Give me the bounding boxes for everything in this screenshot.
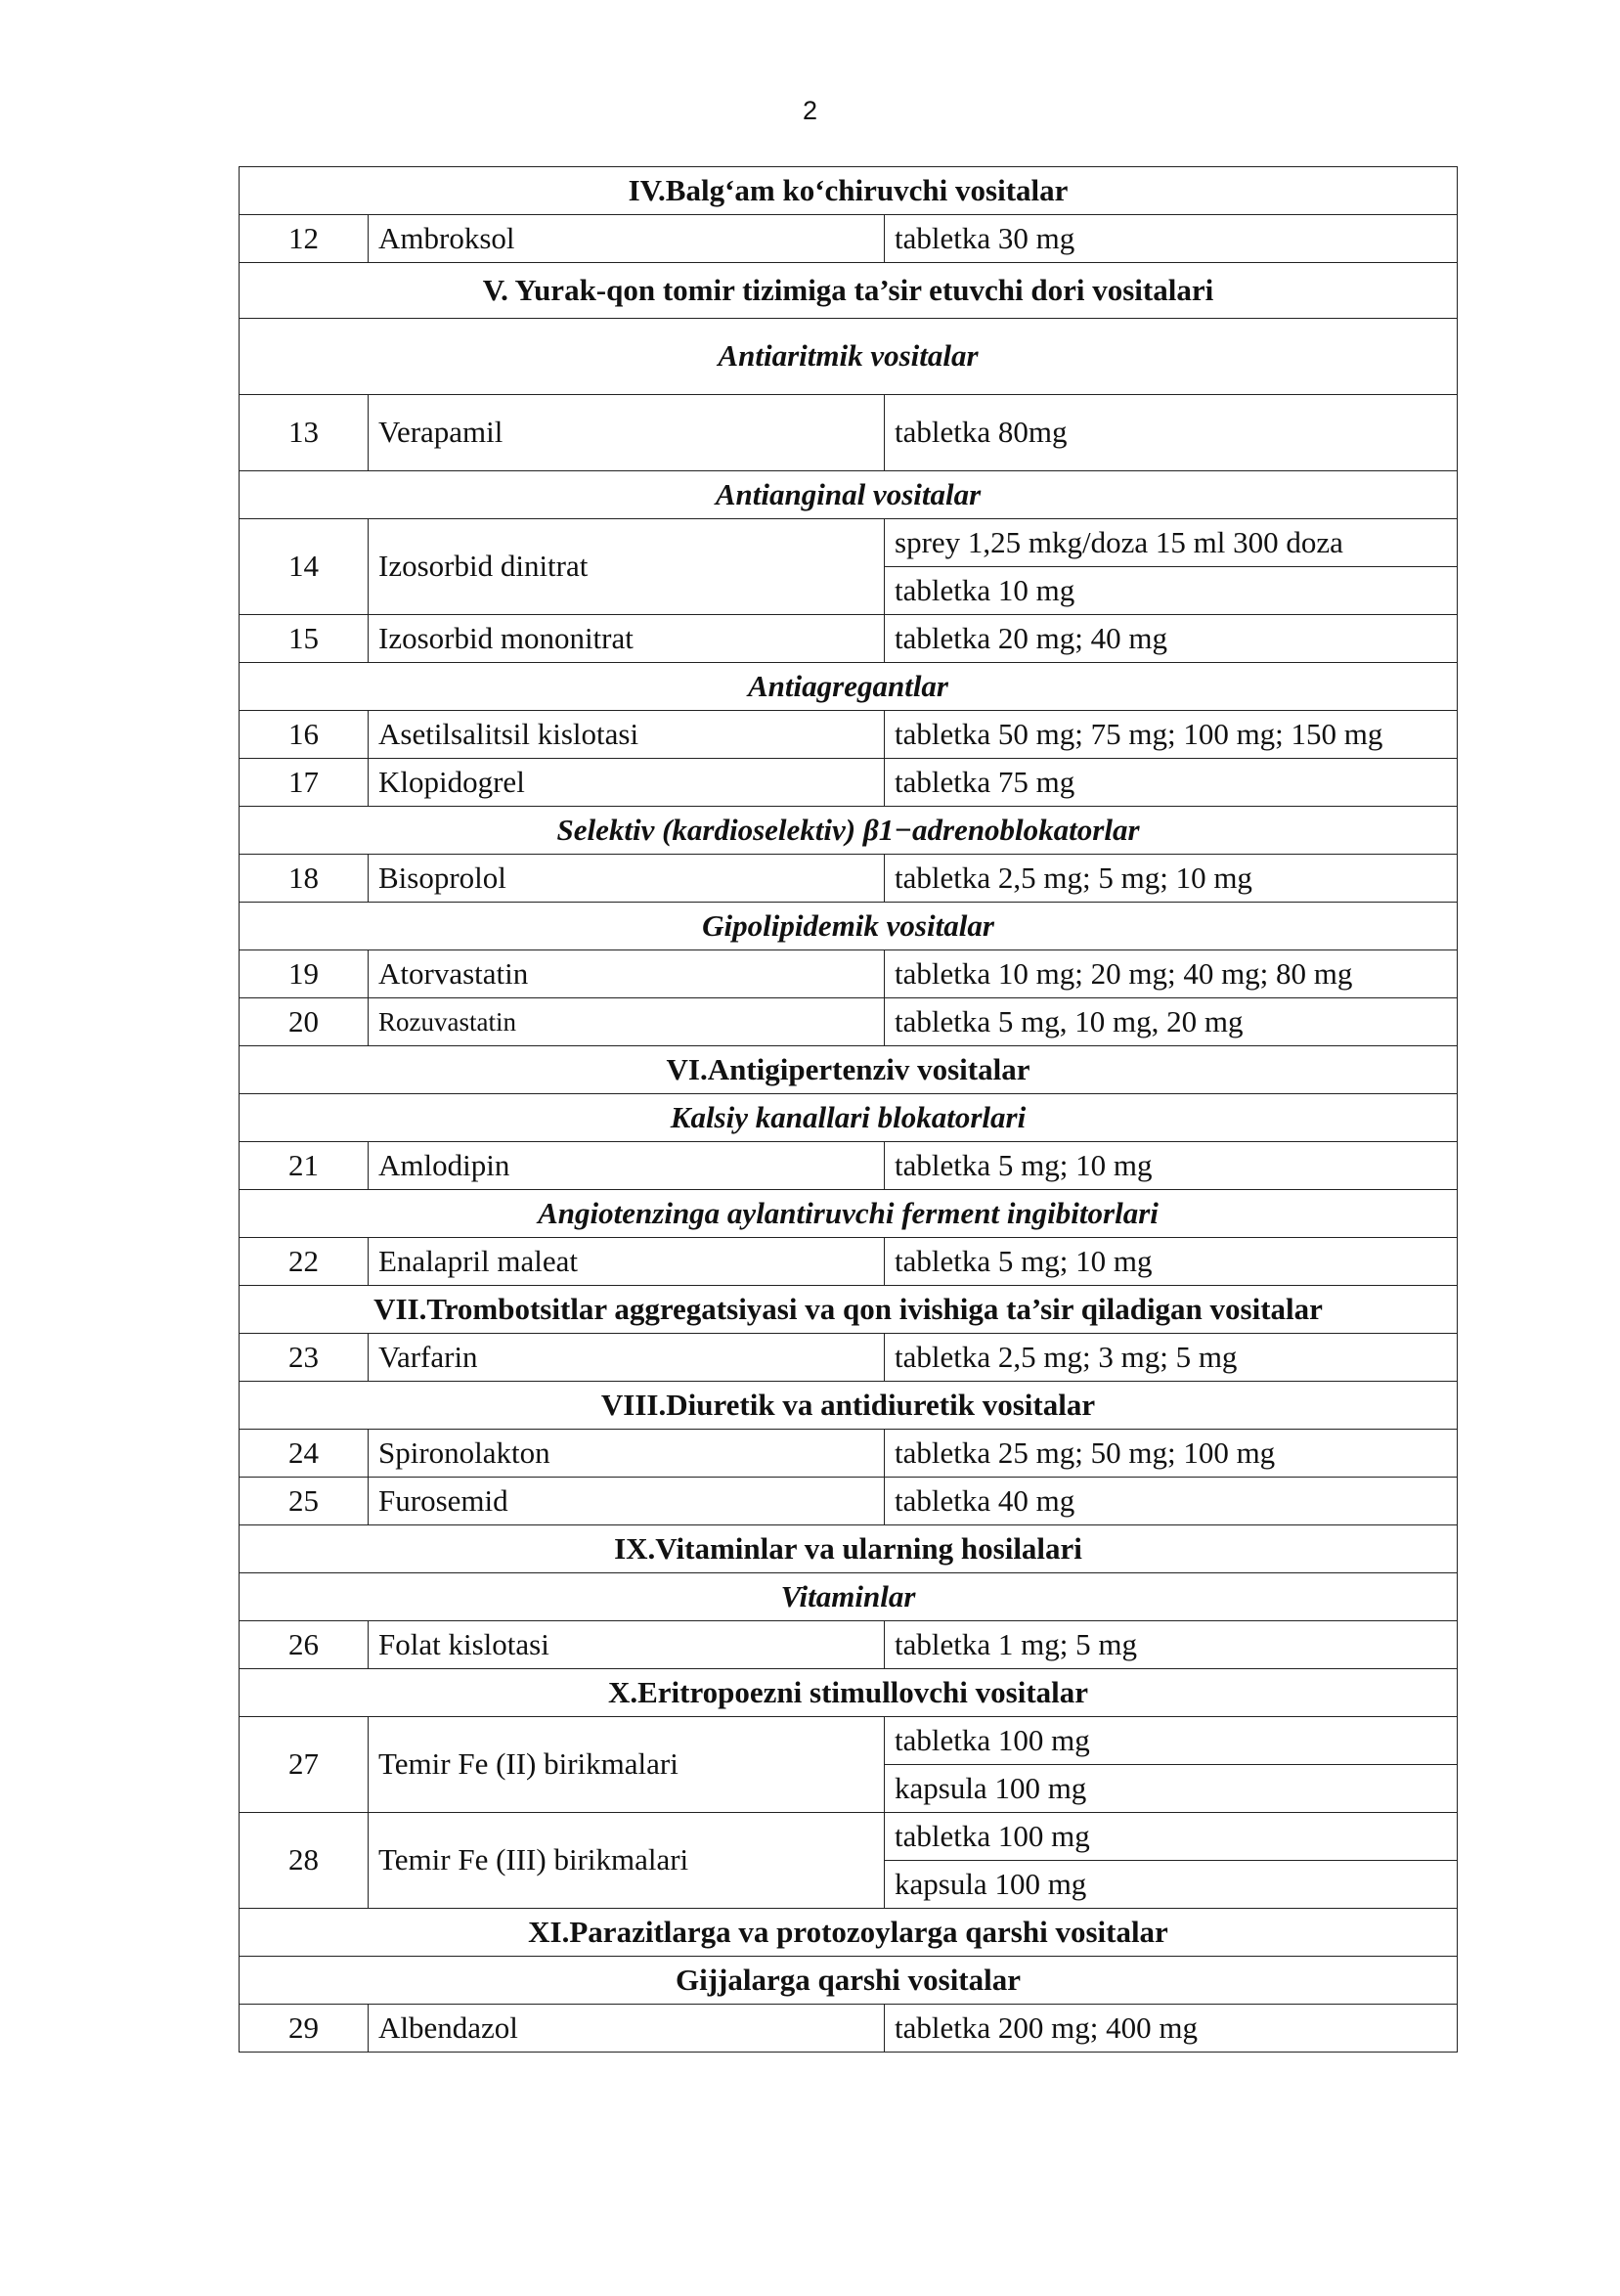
drug-dose: tabletka 2,5 mg; 5 mg; 10 mg xyxy=(885,855,1458,903)
table-row xyxy=(240,1142,1458,1190)
drug-name: Izosorbid mononitrat xyxy=(369,615,885,663)
drug-dose: kapsula 100 mg xyxy=(885,1765,1458,1813)
table-row xyxy=(240,519,1458,567)
row-number: 23 xyxy=(240,1334,369,1382)
drug-dose: sprey 1,25 mkg/doza 15 ml 300 doza xyxy=(885,519,1458,567)
section-heading: VI.Antigipertenziv vositalar xyxy=(240,1046,1458,1094)
table-row xyxy=(240,1813,1458,1861)
drug-name: Furosemid xyxy=(369,1478,885,1525)
drug-dose: tabletka 75 mg xyxy=(885,759,1458,807)
row-number: 18 xyxy=(240,855,369,903)
subsection-heading: Angiotenzinga aylantiruvchi ferment ingibitorlari xyxy=(240,1190,1458,1238)
section-heading: VIII.Diuretik va antidiuretik vositalar xyxy=(240,1382,1458,1430)
table-row xyxy=(240,1717,1458,1765)
subsection-heading: Antianginal vositalar xyxy=(240,471,1458,519)
row-number: 12 xyxy=(240,215,369,263)
row-number: 20 xyxy=(240,998,369,1046)
drug-name: Spironolakton xyxy=(369,1430,885,1478)
table-row xyxy=(240,711,1458,759)
drug-dose: tabletka 1 mg; 5 mg xyxy=(885,1621,1458,1669)
drug-name: Verapamil xyxy=(369,395,885,471)
row-number: 29 xyxy=(240,2005,369,2053)
section-heading: IV.Balg‘am ko‘chiruvchi vositalar xyxy=(240,167,1458,215)
drug-name: Temir Fe (II) birikmalari xyxy=(369,1717,885,1813)
row-number: 26 xyxy=(240,1621,369,1669)
table-row xyxy=(240,759,1458,807)
table-row xyxy=(240,395,1458,471)
row-number: 13 xyxy=(240,395,369,471)
subsection-heading: Gipolipidemik vositalar xyxy=(240,903,1458,950)
drug-dose: tabletka 100 mg xyxy=(885,1813,1458,1861)
section-heading: XI.Parazitlarga va protozoylarga qarshi vositalar xyxy=(240,1909,1458,1957)
row-number: 24 xyxy=(240,1430,369,1478)
drug-dose: kapsula 100 mg xyxy=(885,1861,1458,1909)
row-number: 19 xyxy=(240,950,369,998)
drug-name: Rozuvastatin xyxy=(369,998,885,1046)
row-number: 17 xyxy=(240,759,369,807)
section-heading: IX.Vitaminlar va ularning hosilalari xyxy=(240,1525,1458,1573)
row-number: 15 xyxy=(240,615,369,663)
drug-dose: tabletka 25 mg; 50 mg; 100 mg xyxy=(885,1430,1458,1478)
drug-dose: tabletka 40 mg xyxy=(885,1478,1458,1525)
drug-dose: tabletka 200 mg; 400 mg xyxy=(885,2005,1458,2053)
table-row xyxy=(240,1430,1458,1478)
medicines-table xyxy=(239,166,1458,2053)
row-number: 22 xyxy=(240,1238,369,1286)
drug-name: Asetilsalitsil kislotasi xyxy=(369,711,885,759)
drug-dose: tabletka 50 mg; 75 mg; 100 mg; 150 mg xyxy=(885,711,1458,759)
table-row xyxy=(240,998,1458,1046)
drug-name: Ambroksol xyxy=(369,215,885,263)
drug-dose: tabletka 80mg xyxy=(885,395,1458,471)
drug-name: Atorvastatin xyxy=(369,950,885,998)
subsection-heading: Antiaritmik vositalar xyxy=(240,319,1458,395)
drug-dose: tabletka 30 mg xyxy=(885,215,1458,263)
drug-name: Bisoprolol xyxy=(369,855,885,903)
table-row xyxy=(240,1238,1458,1286)
drug-name: Folat kislotasi xyxy=(369,1621,885,1669)
drug-name: Varfarin xyxy=(369,1334,885,1382)
drug-name: Klopidogrel xyxy=(369,759,885,807)
row-number: 27 xyxy=(240,1717,369,1813)
drug-dose: tabletka 10 mg; 20 mg; 40 mg; 80 mg xyxy=(885,950,1458,998)
section-heading: V. Yurak-qon tomir tizimiga ta’sir etuvchi dori vositalari xyxy=(240,263,1458,319)
table-row xyxy=(240,215,1458,263)
table-row xyxy=(240,1621,1458,1669)
page-number: 2 xyxy=(802,96,818,125)
subsection-heading: Vitaminlar xyxy=(240,1573,1458,1621)
drug-dose: tabletka 100 mg xyxy=(885,1717,1458,1765)
subsection-heading: Selektiv (kardioselektiv) β1−adrenoblokatorlar xyxy=(240,807,1458,855)
drug-name: Izosorbid dinitrat xyxy=(369,519,885,615)
row-number: 21 xyxy=(240,1142,369,1190)
subsection-heading: Kalsiy kanallari blokatorlari xyxy=(240,1094,1458,1142)
drug-dose: tabletka 20 mg; 40 mg xyxy=(885,615,1458,663)
drug-name: Temir Fe (III) birikmalari xyxy=(369,1813,885,1909)
subsection-heading: Antiagregantlar xyxy=(240,663,1458,711)
drug-dose: tabletka 10 mg xyxy=(885,567,1458,615)
row-number: 28 xyxy=(240,1813,369,1909)
table-row xyxy=(240,950,1458,998)
table-row xyxy=(240,855,1458,903)
drug-dose: tabletka 5 mg; 10 mg xyxy=(885,1238,1458,1286)
drug-name: Enalapril maleat xyxy=(369,1238,885,1286)
drug-dose: tabletka 2,5 mg; 3 mg; 5 mg xyxy=(885,1334,1458,1382)
row-number: 14 xyxy=(240,519,369,615)
table-row xyxy=(240,1334,1458,1382)
drug-name: Amlodipin xyxy=(369,1142,885,1190)
table-row xyxy=(240,615,1458,663)
table-row xyxy=(240,2005,1458,2053)
table-row xyxy=(240,1478,1458,1525)
drug-dose: tabletka 5 mg, 10 mg, 20 mg xyxy=(885,998,1458,1046)
subsection-heading: Gijjalarga qarshi vositalar xyxy=(240,1957,1458,2005)
drug-name: Albendazol xyxy=(369,2005,885,2053)
row-number: 16 xyxy=(240,711,369,759)
section-heading: X.Eritropoezni stimullovchi vositalar xyxy=(240,1669,1458,1717)
section-heading: VII.Trombotsitlar aggregatsiyasi va qon ivishiga ta’sir qiladigan vositalar xyxy=(240,1286,1458,1334)
drug-dose: tabletka 5 mg; 10 mg xyxy=(885,1142,1458,1190)
row-number: 25 xyxy=(240,1478,369,1525)
